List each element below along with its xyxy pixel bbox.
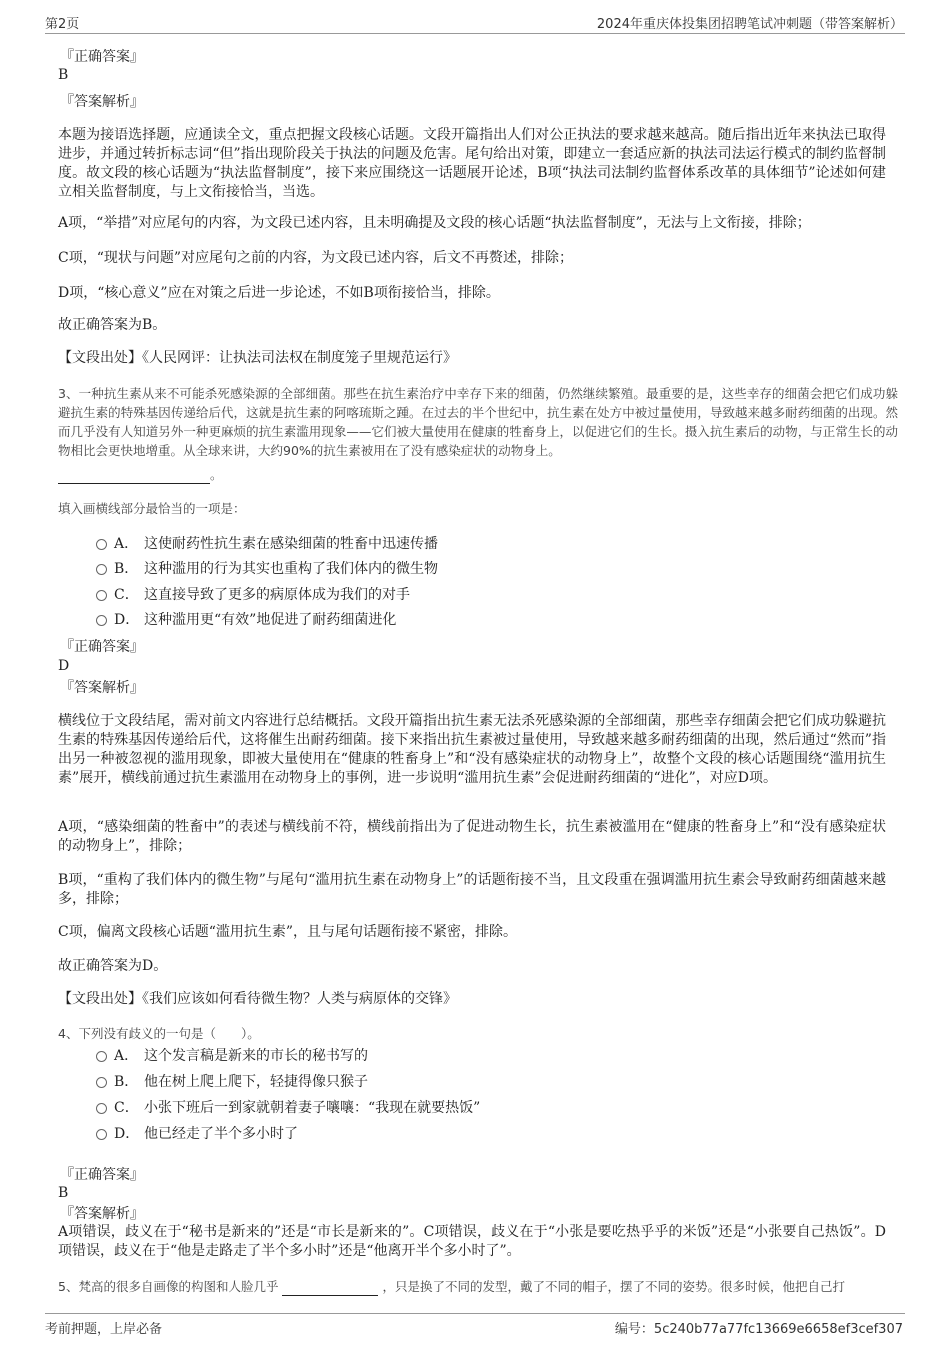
option-text: 这直接导致了更多的病原体成为我们的对手 — [144, 587, 410, 603]
q5-stem-start: 5、梵高的很多自画像的构图和人脸几乎 — [58, 1279, 279, 1294]
q3-answer: D — [58, 658, 70, 674]
q3-answer-label: 『正确答案』 — [60, 639, 144, 655]
document-title: 2024年重庆体投集团招聘笔试冲刺题（带答案解析） — [596, 17, 903, 32]
option-text: 他已经走了半个多小时了 — [144, 1126, 298, 1142]
q4-answer: B — [58, 1185, 69, 1201]
q2-answer: B — [58, 67, 69, 83]
q3-stem: 3、一种抗生素从来不可能杀死感染源的全部细菌。那些在抗生素治疗中幸存下来的细菌，仍然继续繁殖。最重要的是，这些幸存的细菌会把它们成功躲避抗生素的特殊基因传递给后代，这就是抗生素的阿喀琉斯之踵。在过去的半个世纪中，抗生素在处方中被过量使用，导致越来越多耐药细菌的出现。然而几乎没有人知道另外一种更麻烦的抗生素滥用现象——它们被大量使用在健康的牲畜身上，以促进它们的生长。摄入抗生素后的动物，与正常生长的动物相比会更快地增重。从全球来讲，大约90%的抗生素被用在了没有感染症状的动物身上。 — [58, 386, 898, 458]
radio-icon[interactable] — [96, 1077, 107, 1088]
option-letter: D． — [114, 612, 140, 628]
q2-option-a-note: A项，“举措”对应尾句的内容，为文段已述内容，且未明确提及文段的核心话题“执法监督制度”，无法与上文衔接，排除； — [58, 215, 811, 231]
radio-icon[interactable] — [96, 1103, 107, 1114]
q2-answer-label: 『正确答案』 — [60, 49, 144, 65]
q2-option-c-note: C项，“现状与问题”对应尾句之前的内容，为文段已述内容，后文不再赘述，排除； — [58, 250, 574, 266]
q5-stem — [58, 1277, 845, 1296]
q4-analysis-label: 『答案解析』 — [60, 1206, 144, 1222]
q4-answer-label: 『正确答案』 — [60, 1167, 144, 1183]
q4-stem: 4、下列没有歧义的一句是（ ）。 — [58, 1026, 260, 1041]
q3-blank — [58, 471, 210, 484]
q3-option-b-note: B项，“重构了我们体内的微生物”与尾句“滥用抗生素在动物身上”的话题衔接不当，且文段重在强调滥用抗生素会导致耐药细菌越来越多，排除； — [58, 872, 886, 907]
q2-source: 【文段出处】《人民网评：让执法司法权在制度笼子里规范运行》 — [58, 350, 457, 366]
q5-blank — [282, 1283, 378, 1296]
option-letter: B． — [114, 561, 139, 577]
q3-analysis: 横线位于文段结尾，需对前文内容进行总结概括。文段开篇指出抗生素无法杀死感染源的全部细菌，那些幸存细菌会把它们成功躲避抗生素的特殊基因传递给后代，这将催生出耐药细菌。接下来指出抗生素被过量使用，导致越来越多耐药细菌的出现，然后通过“然而”指出另一种被忽视的滥用现象，即被大量使用在“健康的牲畜身上”和“没有感染症状的动物身上”，故整个文段的核心话题围绕“滥用抗生素”展开，横线前通过抗生素滥用在动物身上的事例，进一步说明“滥用抗生素”会促进耐药细菌的“进化”，对应D项。 — [58, 713, 886, 786]
option-letter: C． — [114, 587, 139, 603]
q2-option-d-note: D项，“核心意义”应在对策之后进一步论述，不如B项衔接恰当，排除。 — [58, 285, 500, 301]
radio-icon[interactable] — [96, 615, 107, 626]
q3-prompt: 填入画横线部分最恰当的一项是： — [58, 501, 246, 516]
q3-blank-line — [58, 465, 223, 484]
page-number: 第2页 — [45, 17, 80, 32]
q3-blank-end: 。 — [210, 467, 223, 482]
option-text: 这种滥用的行为其实也重构了我们体内的微生物 — [144, 561, 438, 577]
q4-analysis: A项错误，歧义在于“秘书是新来的”还是“市长是新来的”。C项错误，歧义在于“小张是要吃热乎乎的米饭”还是“小张要自己热饭”。D项错误，歧义在于“他是走路走了半个多小时”还是“他离开半个多小时了”。 — [58, 1224, 886, 1259]
q3-analysis-label: 『答案解析』 — [60, 680, 144, 696]
code-label: 编号： — [614, 1322, 654, 1337]
q2-analysis: 本题为接语选择题，应通读全文，重点把握文段核心话题。文段开篇指出人们对公正执法的要求越来越高。随后指出近年来执法已取得进步，并通过转折标志词“但”指出现阶段关于执法的问题及危害。尾句给出对策，即建立一套适应新的执法司法运行模式的制约监督制度。故文段的核心话题为“执法监督制度”，接下来应围绕这一话题展开论述，B项“执法司法制约监督体系改革的具体细节”论述如何建立相关监督制度，与上文衔接恰当，当选。 — [58, 127, 886, 200]
q2-analysis-label: 『答案解析』 — [60, 94, 144, 110]
option-letter: C． — [114, 1100, 139, 1116]
radio-icon[interactable] — [96, 1129, 107, 1140]
radio-icon[interactable] — [96, 539, 107, 550]
option-text: 小张下班后一到家就朝着妻子嚷嚷：“我现在就要热饭” — [144, 1100, 481, 1116]
q2-conclusion: 故正确答案为B。 — [58, 317, 167, 333]
option-text: 这个发言稿是新来的市长的秘书写的 — [144, 1048, 368, 1064]
option-letter: A． — [114, 1048, 139, 1064]
option-letter: A． — [114, 536, 139, 552]
page-footer — [45, 1313, 905, 1336]
footer-slogan: 考前押题，上岸必备 — [45, 1322, 163, 1337]
q3-option-c-note: C项，偏离文段核心话题“滥用抗生素”，且与尾句话题衔接不紧密，排除。 — [58, 924, 518, 940]
option-text: 他在树上爬上爬下，轻捷得像只猴子 — [144, 1074, 368, 1090]
q3-source: 【文段出处】《我们应该如何看待微生物？人类与病原体的交锋》 — [58, 991, 457, 1007]
q3-conclusion: 故正确答案为D。 — [58, 958, 168, 974]
document-code — [615, 1318, 903, 1337]
radio-icon[interactable] — [96, 564, 107, 575]
option-letter: B． — [114, 1074, 139, 1090]
q3-option-a-note: A项，“感染细菌的牲畜中”的表述与横线前不符，横线前指出为了促进动物生长，抗生素被滥用在“健康的牲畜身上”和“没有感染症状的动物身上”，排除； — [58, 819, 886, 854]
option-text: 这种滥用更“有效”地促进了耐药细菌进化 — [144, 612, 397, 628]
option-text: 这使耐药性抗生素在感染细菌的牲畜中迅速传播 — [144, 536, 438, 552]
radio-icon[interactable] — [96, 590, 107, 601]
radio-icon[interactable] — [96, 1051, 107, 1062]
code-value: 5c240b77a77fc13669e6658ef3cef307 — [653, 1322, 903, 1337]
page-header — [45, 13, 905, 34]
q5-stem-end: ，只是换了不同的发型，戴了不同的帽子，摆了不同的姿势。很多时候，他把自己打 — [382, 1279, 845, 1294]
option-letter: D． — [114, 1126, 140, 1142]
